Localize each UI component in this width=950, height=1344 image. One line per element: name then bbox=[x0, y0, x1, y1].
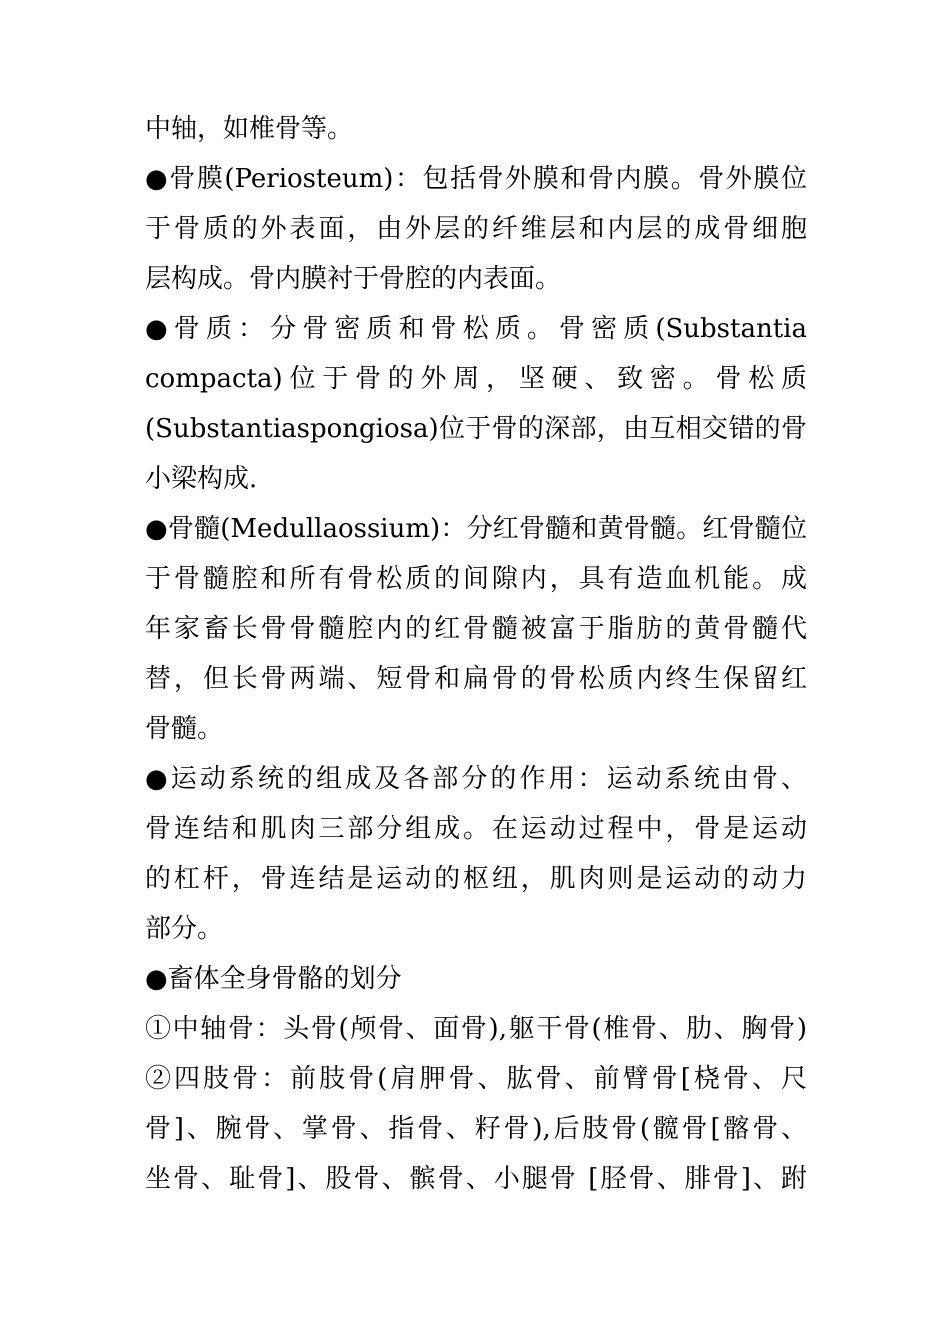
text-line: 的杠杆，骨连结是运动的枢纽，肌肉则是运动的动力 bbox=[145, 864, 807, 894]
text-line: ●骨髓(Medullaossium)：分红骨髓和黄骨髓。红骨髓位 bbox=[145, 514, 807, 544]
document-body bbox=[145, 104, 807, 1204]
text-line: 部分。 bbox=[145, 914, 224, 944]
text-line: 骨]、腕骨、掌骨、指骨、籽骨),后肢骨(髋骨[髂骨、 bbox=[145, 1114, 807, 1144]
text-line: 中轴，如椎骨等。 bbox=[145, 114, 354, 144]
text-line: 小梁构成. bbox=[145, 464, 258, 494]
text-line: (Substantiaspongiosa)位于骨的深部，由互相交错的骨 bbox=[145, 414, 807, 444]
text-line: ●骨膜(Periosteum)：包括骨外膜和骨内膜。骨外膜位 bbox=[145, 164, 807, 194]
text-line: 坐骨、耻骨]、股骨、髌骨、小腿骨 [胫骨、腓骨]、跗 bbox=[145, 1164, 807, 1194]
text-line: ●畜体全身骨骼的划分 bbox=[145, 964, 402, 994]
text-line: ①中轴骨：头骨(颅骨、面骨),躯干骨(椎骨、肋、胸骨) bbox=[145, 1014, 807, 1044]
text-line: 层构成。骨内膜衬于骨腔的内表面。 bbox=[145, 264, 562, 294]
text-line: 替，但长骨两端、短骨和扁骨的骨松质内终生保留红 bbox=[145, 664, 807, 694]
text-line: 骨连结和肌肉三部分组成。在运动过程中，骨是运动 bbox=[145, 814, 807, 844]
text-line: ②四肢骨：前肢骨(肩胛骨、肱骨、前臂骨[桡骨、尺 bbox=[145, 1064, 807, 1094]
text-line: 年家畜长骨骨髓腔内的红骨髓被富于脂肪的黄骨髓代 bbox=[145, 614, 807, 644]
text-line: 骨髓。 bbox=[145, 714, 224, 744]
text-line: 于骨髓腔和所有骨松质的间隙内，具有造血机能。成 bbox=[145, 564, 807, 594]
text-line: compacta)位于骨的外周，坚硬、致密。骨松质 bbox=[145, 364, 807, 394]
text-line: 于骨质的外表面，由外层的纤维层和内层的成骨细胞 bbox=[145, 214, 807, 244]
text-line: ●骨质：分骨密质和骨松质。骨密质(Substantia bbox=[145, 314, 807, 344]
text-line: ●运动系统的组成及各部分的作用：运动系统由骨、 bbox=[145, 764, 807, 794]
